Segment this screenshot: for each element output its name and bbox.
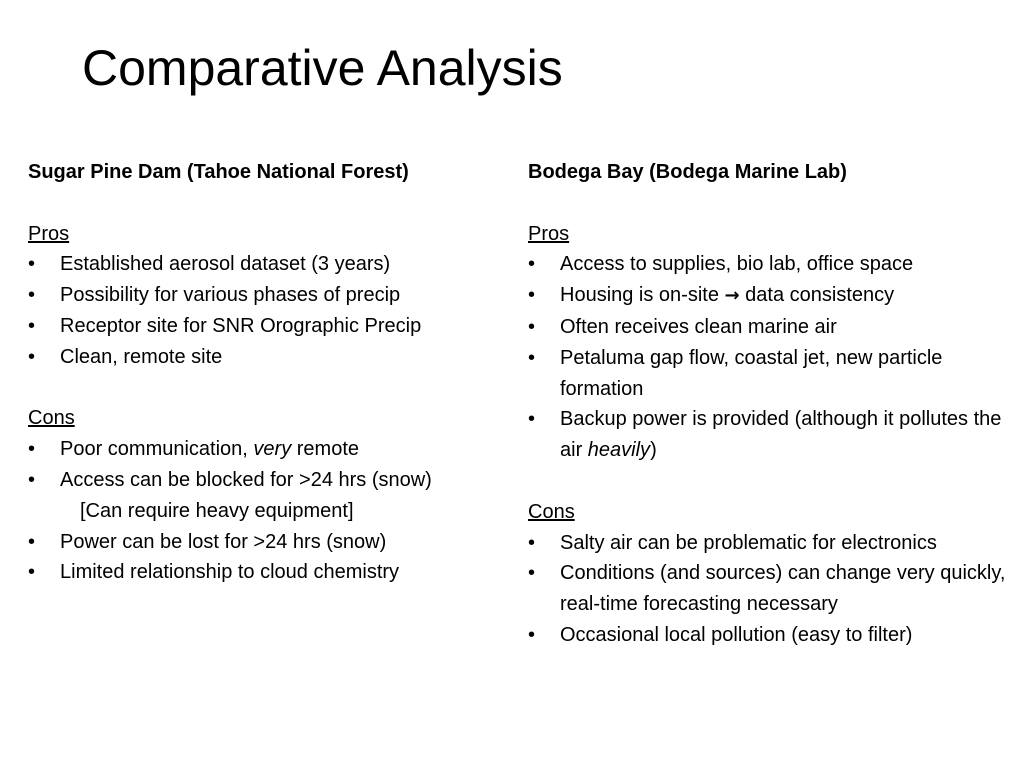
bullet-icon: • xyxy=(528,531,536,554)
right-pros-label: Pros xyxy=(528,222,570,245)
left-pros-label: Pros xyxy=(28,222,70,245)
list-item xyxy=(28,280,498,311)
list-item xyxy=(28,311,498,342)
left-cons-list xyxy=(28,434,498,588)
left-column-heading: Sugar Pine Dam (Tahoe National Forest) xyxy=(28,161,409,183)
list-item-text: data consistency xyxy=(739,284,895,307)
list-item-text: ) xyxy=(650,439,657,462)
right-column-heading: Bodega Bay (Bodega Marine Lab) xyxy=(528,161,847,183)
list-item xyxy=(28,465,498,496)
bullet-icon: • xyxy=(528,623,536,646)
bullet-icon: • xyxy=(28,468,36,491)
list-item xyxy=(528,528,1014,559)
bullet-icon: • xyxy=(528,315,536,338)
list-item xyxy=(528,404,1014,466)
list-item-text: Access to supplies, bio lab, office space xyxy=(560,253,914,276)
list-item-text: Often receives clean marine air xyxy=(560,315,837,338)
sub-note: [Can require heavy equipment] xyxy=(80,499,354,522)
list-item xyxy=(28,557,498,588)
list-item-text: Power can be lost for >24 hrs (snow) xyxy=(60,530,387,553)
spacer xyxy=(528,466,1014,497)
spacer xyxy=(28,373,498,404)
list-item-text: Poor communication, xyxy=(60,438,254,461)
bullet-icon: • xyxy=(528,408,536,431)
bullet-icon: • xyxy=(28,284,36,307)
bullet-icon: • xyxy=(528,253,536,276)
right-column xyxy=(528,157,1014,651)
list-item-text: Established aerosol dataset (3 years) xyxy=(60,253,391,276)
list-item-text: Limited relationship to cloud chemistry xyxy=(60,561,400,584)
emphasis-text: very xyxy=(253,438,292,461)
spacer xyxy=(28,188,498,219)
list-item xyxy=(28,434,498,465)
left-column xyxy=(28,157,498,588)
list-item-text: Petaluma gap flow, coastal jet, new particle formation xyxy=(560,346,943,400)
slide-title: Comparative Analysis xyxy=(82,40,563,96)
list-item-text: Conditions (and sources) can change very quickly, real-time forecasting necessary xyxy=(560,562,1006,616)
right-cons-label: Cons xyxy=(528,500,575,523)
bullet-icon: • xyxy=(528,346,536,369)
list-item-text: Housing is on-site xyxy=(560,284,725,307)
left-cons-label: Cons xyxy=(28,407,75,430)
arrow-right-icon: → xyxy=(724,285,740,307)
bullet-icon: • xyxy=(28,438,36,461)
list-item-text: Possibility for various phases of precip xyxy=(60,284,401,307)
bullet-icon: • xyxy=(28,314,36,337)
list-item xyxy=(528,343,1014,405)
bullet-icon: • xyxy=(28,561,36,584)
list-item-text: remote xyxy=(291,438,360,461)
right-cons-list xyxy=(528,528,1014,651)
list-item xyxy=(528,249,1014,280)
spacer xyxy=(528,188,1014,219)
bullet-icon: • xyxy=(528,284,536,307)
list-item-text: Backup power is provided (although it pollutes the air xyxy=(560,408,1002,462)
list-item xyxy=(528,558,1014,620)
bullet-icon: • xyxy=(28,530,36,553)
list-item-text: Access can be blocked for >24 hrs (snow) xyxy=(60,468,432,491)
bullet-icon: • xyxy=(28,253,36,276)
right-pros-list xyxy=(528,249,1014,466)
list-item-text: Receptor site for SNR Orographic Precip xyxy=(60,314,422,337)
emphasis-text: heavily xyxy=(587,439,651,462)
list-item-text: Clean, remote site xyxy=(60,345,223,368)
list-item xyxy=(528,280,1014,312)
left-pros-list xyxy=(28,249,498,372)
list-item xyxy=(28,527,498,558)
bullet-icon: • xyxy=(528,562,536,585)
list-item-text: Occasional local pollution (easy to filter) xyxy=(560,623,913,646)
list-item-text: Salty air can be problematic for electronics xyxy=(560,531,937,554)
list-item xyxy=(28,249,498,280)
list-item xyxy=(528,312,1014,343)
bullet-icon: • xyxy=(28,345,36,368)
list-item xyxy=(28,342,498,373)
list-item xyxy=(528,620,1014,651)
